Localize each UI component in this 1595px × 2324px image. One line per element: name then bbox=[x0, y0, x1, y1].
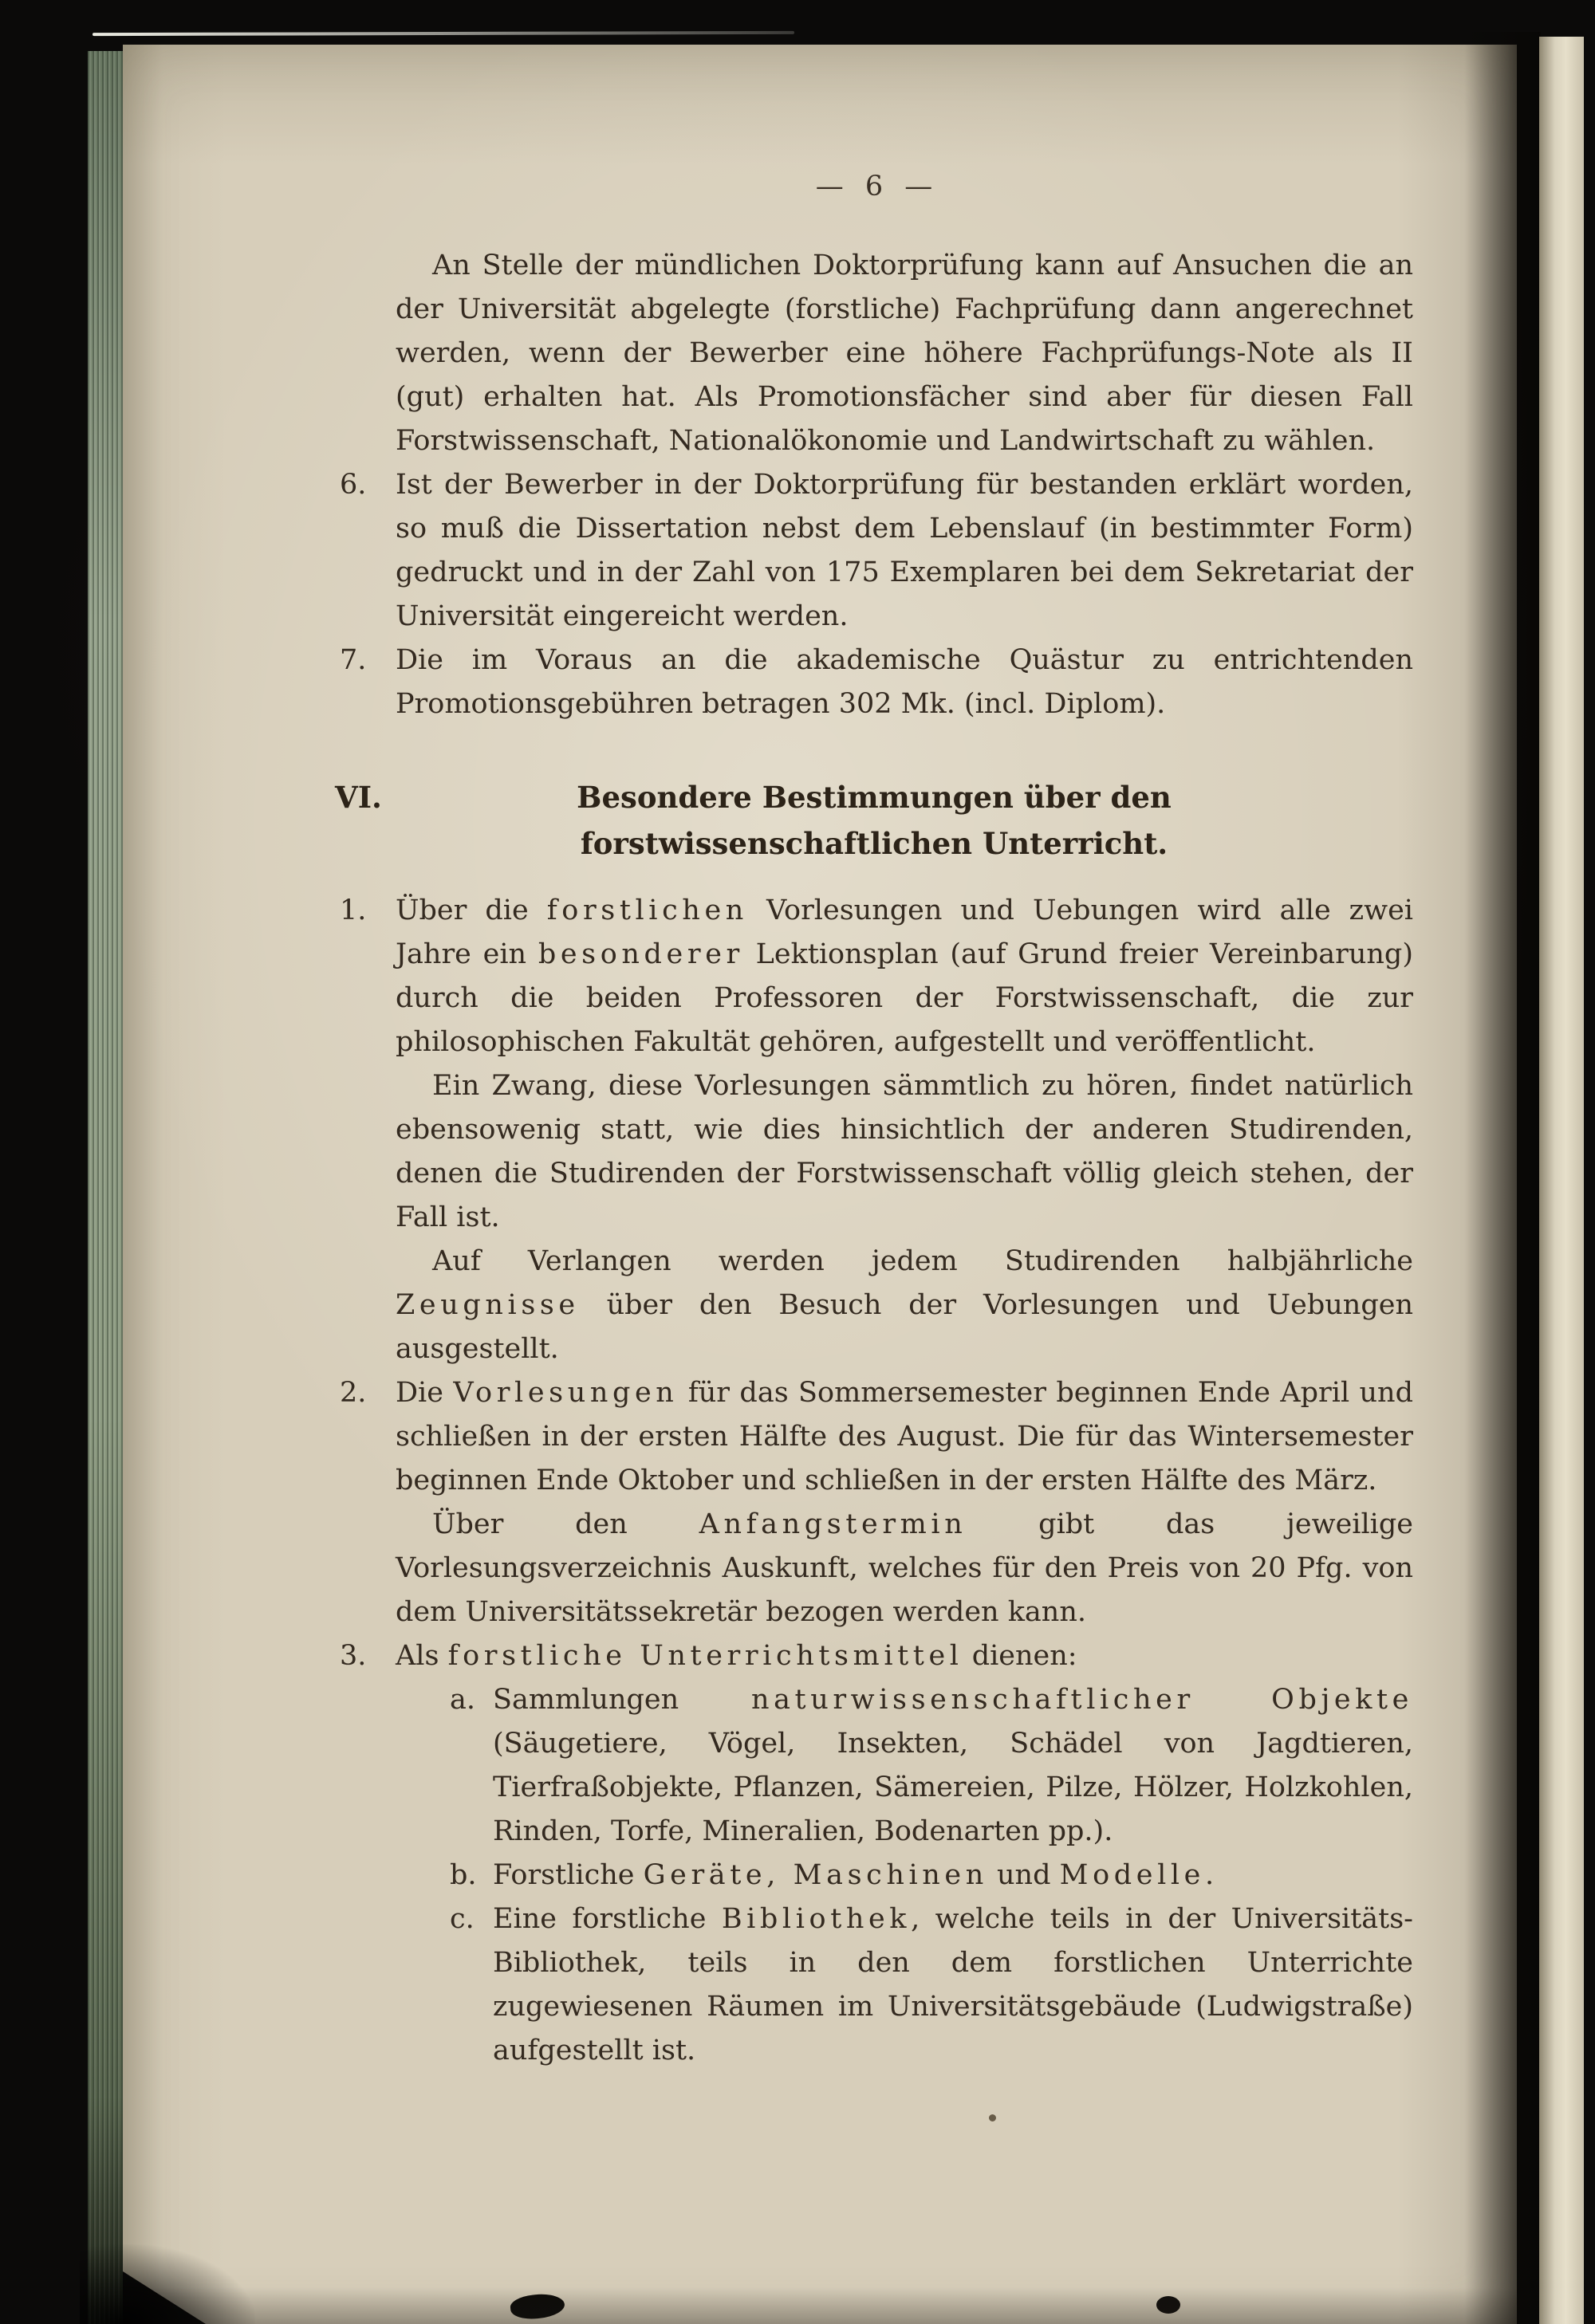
item-body bbox=[396, 1634, 1413, 2073]
list-item-6 bbox=[335, 463, 1413, 639]
stain-bottom-left bbox=[510, 2292, 566, 2322]
page-number: — 6 — bbox=[815, 171, 933, 203]
ink-speck bbox=[989, 2114, 996, 2121]
gutter-shadow bbox=[1464, 32, 1541, 2324]
paragraph: Über den Anfangstermin gibt das jeweilige Vorlesungsverzeichnis Auskunft, welches für den Preis von 20 Pfg. von dem Universitätssekretär bezogen werden kann. bbox=[396, 1508, 1413, 1628]
item-number: 2. bbox=[340, 1377, 367, 1409]
bottom-left-shadow bbox=[80, 2244, 255, 2324]
item-body bbox=[396, 889, 1413, 1371]
paragraph: Als forstliche Unterrichtsmittel dienen: bbox=[396, 1640, 1077, 1672]
subitem-text: Eine forstliche Bibliothek, welche teils in der Universitäts-Bibliothek, teils in den dem forstlichen Unterrichte zugewiesenen Räumen im Universitätsgebäude (Ludwigstraße) aufgestellt ist. bbox=[493, 1903, 1414, 2066]
subitem-b bbox=[396, 1854, 1413, 1897]
item-number: 7. bbox=[340, 644, 367, 676]
continuation-paragraph: An Stelle der mündlichen Doktorprüfung kann auf Ansuchen die an der Universität abgelegte (forstliche) Fachprüfung dann angerechnet werden, wenn der Bewerber eine höhere Fachprüfungs-Note als II (gut) erhalten hat. Als Promotionsfächer sind aber für diesen Fall Forstwissenschaft, Nationalökonomie und Landwirtschaft zu wählen. bbox=[396, 250, 1413, 457]
item-number: 1. bbox=[340, 895, 367, 926]
paragraph: Auf Verlangen werden jedem Studirenden halbjährliche Zeugnisse über den Besuch der Vorlesungen und Uebungen ausgestellt. bbox=[396, 1245, 1413, 1365]
section-title: Besondere Bestimmungen über den forstwissenschaftlichen Unterricht. bbox=[577, 780, 1172, 861]
item-body bbox=[396, 1371, 1413, 1634]
book-top-edge-highlight bbox=[93, 31, 794, 36]
section-item-3 bbox=[335, 1634, 1413, 2073]
subitem-letter: b. bbox=[450, 1859, 477, 1891]
subitem-text: Sammlungen naturwissenschaftlicher Objekte (Säugetiere, Vögel, Insekten, Schädel von Jagdtieren, Tierfraßobjekte, Pflanzen, Sämereien, Pilze, Hölzer, Holzkohlen, Rinden, Torfe, Mineralien, Bodenarten pp.). bbox=[493, 1684, 1413, 1847]
subitem-letter: c. bbox=[450, 1903, 475, 1935]
paragraph: Ein Zwang, diese Vorlesungen sämmtlich zu hören, findet natürlich ebensowenig statt, wie dies hinsichtlich der anderen Studirenden, denen die Studirenden der Forstwissenschaft völlig gleich stehen, der Fall ist. bbox=[396, 1070, 1413, 1233]
stain-bottom-right bbox=[1156, 2296, 1180, 2314]
subitem-text: Forstliche Geräte, Maschinen und Modelle. bbox=[493, 1859, 1215, 1891]
section-item-1 bbox=[335, 889, 1413, 1371]
paragraph: Über die forstlichen Vorlesungen und Uebungen wird alle zwei Jahre ein besonderer Lektionsplan (auf Grund freier Vereinbarung) durch die beiden Professoren der Forstwissenschaft, die zur philosophischen Fakultät gehören, aufgestellt und veröffentlicht. bbox=[396, 895, 1413, 1058]
subitem-a bbox=[396, 1678, 1413, 1854]
paragraph: Die Vorlesungen für das Sommersemester beginnen Ende April und schließen in der ersten Hälfte des August. Die für das Wintersemester beginnen Ende Oktober und schließen in der ersten Hälfte des März. bbox=[396, 1377, 1414, 1496]
item-text: Die im Voraus an die akademische Quästur zu entrichtenden Promotionsgebühren betragen 302 Mk. (incl. Diplom). bbox=[396, 644, 1413, 720]
scanned-book-page bbox=[123, 45, 1517, 2324]
adjacent-page-edge bbox=[1539, 37, 1584, 2324]
item-number: 6. bbox=[340, 469, 367, 501]
section-number: VI. bbox=[335, 780, 382, 815]
subitem-c bbox=[396, 1897, 1413, 2073]
page-stack-edge bbox=[88, 51, 124, 2324]
section-vi-heading bbox=[335, 774, 1413, 867]
subitem-letter: a. bbox=[450, 1684, 475, 1716]
page-body bbox=[335, 244, 1413, 2073]
item-text: Ist der Bewerber in der Doktorprüfung für bestanden erklärt worden, so muß die Dissertation nebst dem Lebenslauf (in bestimmter Form) gedruckt und in der Zahl von 175 Exemplaren bei dem Sekretariat der Universität eingereicht werden. bbox=[396, 469, 1413, 632]
item-number: 3. bbox=[340, 1640, 367, 1672]
list-item-7 bbox=[335, 639, 1413, 726]
section-item-2 bbox=[335, 1371, 1413, 1634]
